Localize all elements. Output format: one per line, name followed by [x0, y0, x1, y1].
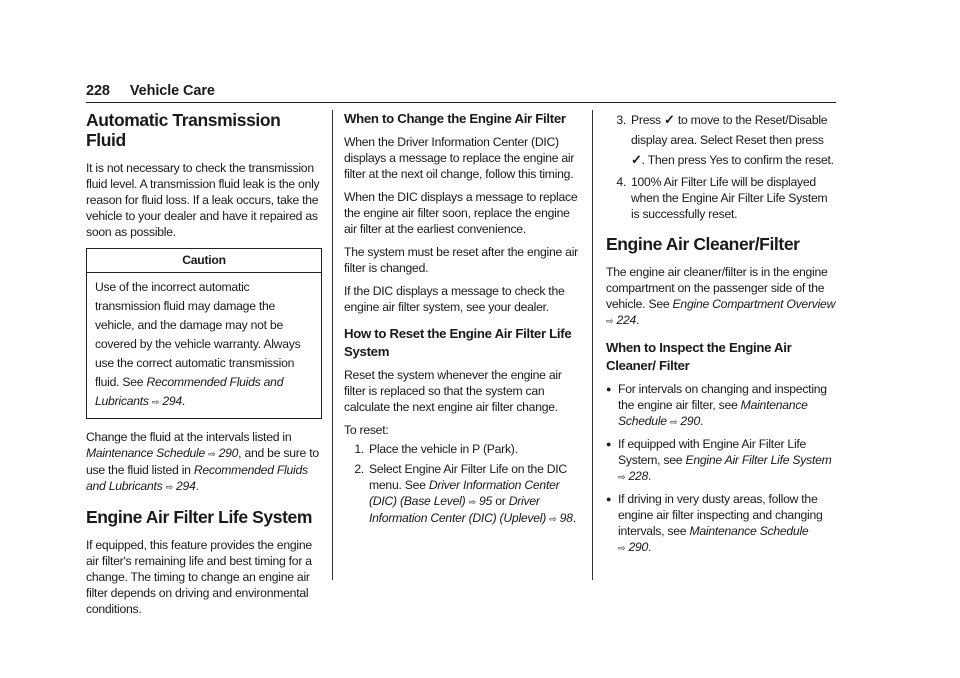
change-text: , and be sure to use the fluid listed in — [86, 446, 319, 477]
arrow-icon: ⇨ — [151, 397, 160, 407]
page-link[interactable]: 290 — [680, 414, 700, 428]
reset-heading: How to Reset the Engine Air Filter Life System — [344, 326, 572, 359]
arrow-icon: ⇨ — [549, 514, 557, 524]
page-link[interactable]: 95 — [479, 494, 493, 508]
paragraph: Reset the system whenever the engine air filter is replaced so that the system can calculate the next engine air filter change. — [344, 368, 562, 414]
bullet-icon: ● — [606, 439, 612, 449]
page-link[interactable]: 290 — [628, 540, 649, 554]
step-text-part: to move to the Reset/Disable display area. Select Reset then press — [631, 113, 828, 147]
step-number: 1. — [354, 442, 364, 456]
page-link[interactable]: 228 — [628, 469, 649, 483]
arrow-icon: ⇨ — [468, 497, 476, 507]
dic-uplevel-link[interactable]: Driver Information Center (DIC) (Uplevel) — [369, 494, 547, 525]
step-text-part: . Then press Yes to confirm the reset. — [641, 153, 834, 167]
eafls-heading: Engine Air Filter Life System — [86, 507, 313, 527]
page-link[interactable]: 98 — [559, 511, 573, 525]
or-text: or — [495, 494, 506, 508]
paragraph: When the Driver Information Center (DIC) displays a message to replace the engine air filter at the next oil change, follow this timing. — [344, 135, 575, 181]
change-fluid-paragraph: Change the fluid at the intervals listed in Maintenance Schedule ⇨ 290, and be sure to use the fluid listed in Recommended Fluids and Lubricants ⇨ 294. — [86, 430, 319, 493]
step-text — [631, 110, 836, 170]
cleaner-text: The engine air cleaner/filter is in the engine compartment on the passenger side of the vehicle. See — [606, 265, 828, 311]
caution-ref-link[interactable]: Recommended Fluids and Lubricants — [95, 375, 284, 408]
step-text-part: Press — [631, 113, 661, 127]
inspect-bullets — [606, 381, 836, 556]
page-header — [86, 83, 215, 99]
to-reset-label: To reset: — [344, 423, 389, 437]
engine-compartment-link[interactable]: Engine Compartment Overview — [672, 297, 836, 311]
caution-body: Use of the incorrect automatic transmission fluid may damage the vehicle, and the damage may not be covered by the vehicle warranty. Always use the correct automatic transmission fluid. See Recommended Fluids and Lubricants ⇨ 294. — [95, 280, 301, 408]
atf-heading: Automatic Transmission Fluid — [86, 110, 281, 150]
arrow-icon: ⇨ — [618, 472, 626, 482]
paragraph: When the DIC displays a message to replace the engine air filter soon, replace the engine air filter at the earliest convenience. — [344, 190, 578, 236]
arrow-icon: ⇨ — [165, 482, 173, 492]
list-item — [606, 110, 836, 170]
list-item — [344, 461, 580, 527]
step-text-part: Select Engine Air Filter Life on the DIC menu. See — [369, 462, 567, 492]
list-item — [606, 436, 836, 485]
column-divider — [592, 110, 593, 580]
step-text: Select Engine Air Filter Life on the DIC menu. See Driver Information Center (DIC) (Base Level) ⇨ 95 or Driver Information Center (DIC) (Uplevel) ⇨ 98. — [369, 462, 576, 525]
step-text: Place the vehicle in P (Park). — [369, 442, 518, 456]
bullet-text-part: If equipped with Engine Air Filter Life System, see — [618, 437, 807, 467]
list-item — [606, 491, 836, 556]
arrow-icon: ⇨ — [618, 543, 626, 553]
checkmark-icon: ✓ — [664, 112, 675, 127]
dic-base-link[interactable]: Driver Information Center (DIC) (Base Level) — [369, 478, 560, 508]
cleaner-paragraph: The engine air cleaner/filter is in the engine compartment on the passenger side of the vehicle. See Engine Compartment Overview ⇨ 224. — [606, 265, 836, 327]
page-link[interactable]: 224 — [616, 313, 637, 327]
change-text: Change the fluid at the intervals listed in — [86, 430, 292, 444]
list-item — [606, 174, 836, 222]
maintenance-schedule-link[interactable]: Maintenance Schedule — [86, 446, 205, 460]
bullet-icon: ● — [606, 494, 612, 504]
page-link[interactable]: 290 — [218, 446, 239, 460]
bullet-text-part: For intervals on changing and inspecting the engine air filter, see — [618, 382, 827, 412]
step-number: 2. — [354, 462, 364, 476]
caution-title: Caution — [87, 249, 321, 273]
page-number: 228 — [86, 83, 110, 99]
column-divider — [332, 110, 333, 580]
paragraph: The system must be reset after the engine air filter is changed. — [344, 245, 578, 275]
bullet-text: If equipped with Engine Air Filter Life System, see Engine Air Filter Life System ⇨ 228. — [618, 437, 832, 483]
eafls-link[interactable]: Engine Air Filter Life System — [685, 453, 832, 467]
reset-steps — [344, 441, 580, 527]
cleaner-heading: Engine Air Cleaner/Filter — [606, 234, 800, 254]
maintenance-schedule-link[interactable]: Maintenance Schedule — [618, 398, 808, 428]
column-3 — [606, 110, 836, 564]
reset-steps-continued — [606, 110, 836, 222]
column-2 — [344, 110, 580, 535]
arrow-icon: ⇨ — [669, 417, 678, 427]
eafls-paragraph: If equipped, this feature provides the engine air filter's remaining life and best timing for a change. The timing to change an engine air filter depends on driving and environmental conditions. — [86, 538, 312, 616]
atf-paragraph: It is not necessary to check the transmission fluid level. A transmission fluid leak is the only reason for fluid loss. If a leak occurs, take the vehicle to your dealer and have it repaired as soon as possible. — [86, 161, 320, 239]
step-number: 4. — [616, 175, 626, 189]
list-item — [344, 441, 580, 457]
bullet-text: If driving in very dusty areas, follow the engine air filter inspecting and changing intervals, see Maintenance Schedule ⇨ 290. — [618, 492, 823, 554]
arrow-icon: ⇨ — [606, 316, 614, 326]
caution-page-link[interactable]: 294 — [162, 394, 182, 408]
when-change-heading: When to Change the Engine Air Filter — [344, 111, 566, 126]
maintenance-schedule-link[interactable]: Maintenance Schedule — [689, 524, 809, 538]
page-link[interactable]: 294 — [176, 479, 196, 493]
step-text: 100% Air Filter Life will be displayed when the Engine Air Filter Life System is successfully reset. — [631, 175, 828, 221]
bullet-text: For intervals on changing and inspecting the engine air filter, see Maintenance Schedule ⇨ 290. — [618, 382, 827, 428]
checkmark-icon: ✓ — [631, 152, 642, 167]
bullet-icon: ● — [606, 384, 612, 394]
list-item — [606, 381, 836, 430]
recommended-fluids-link[interactable]: Recommended Fluids and Lubricants — [86, 463, 308, 493]
header-rule — [86, 102, 836, 103]
section-title: Vehicle Care — [129, 83, 215, 99]
step-number: 3. — [616, 113, 626, 127]
inspect-heading: When to Inspect the Engine Air Cleaner/ Filter — [606, 340, 792, 373]
arrow-icon: ⇨ — [208, 449, 216, 459]
caution-box — [86, 248, 322, 419]
paragraph: If the DIC displays a message to check the engine air filter system, see your dealer. — [344, 284, 565, 314]
bullet-text-part: If driving in very dusty areas, follow the engine air filter inspecting and changing intervals, see — [618, 492, 823, 538]
column-1 — [86, 110, 322, 624]
caution-text: Use of the incorrect automatic transmission fluid may damage the vehicle, and the damage may not be covered by the vehicle warranty. Always use the correct automatic transmission fluid. See — [95, 280, 301, 389]
